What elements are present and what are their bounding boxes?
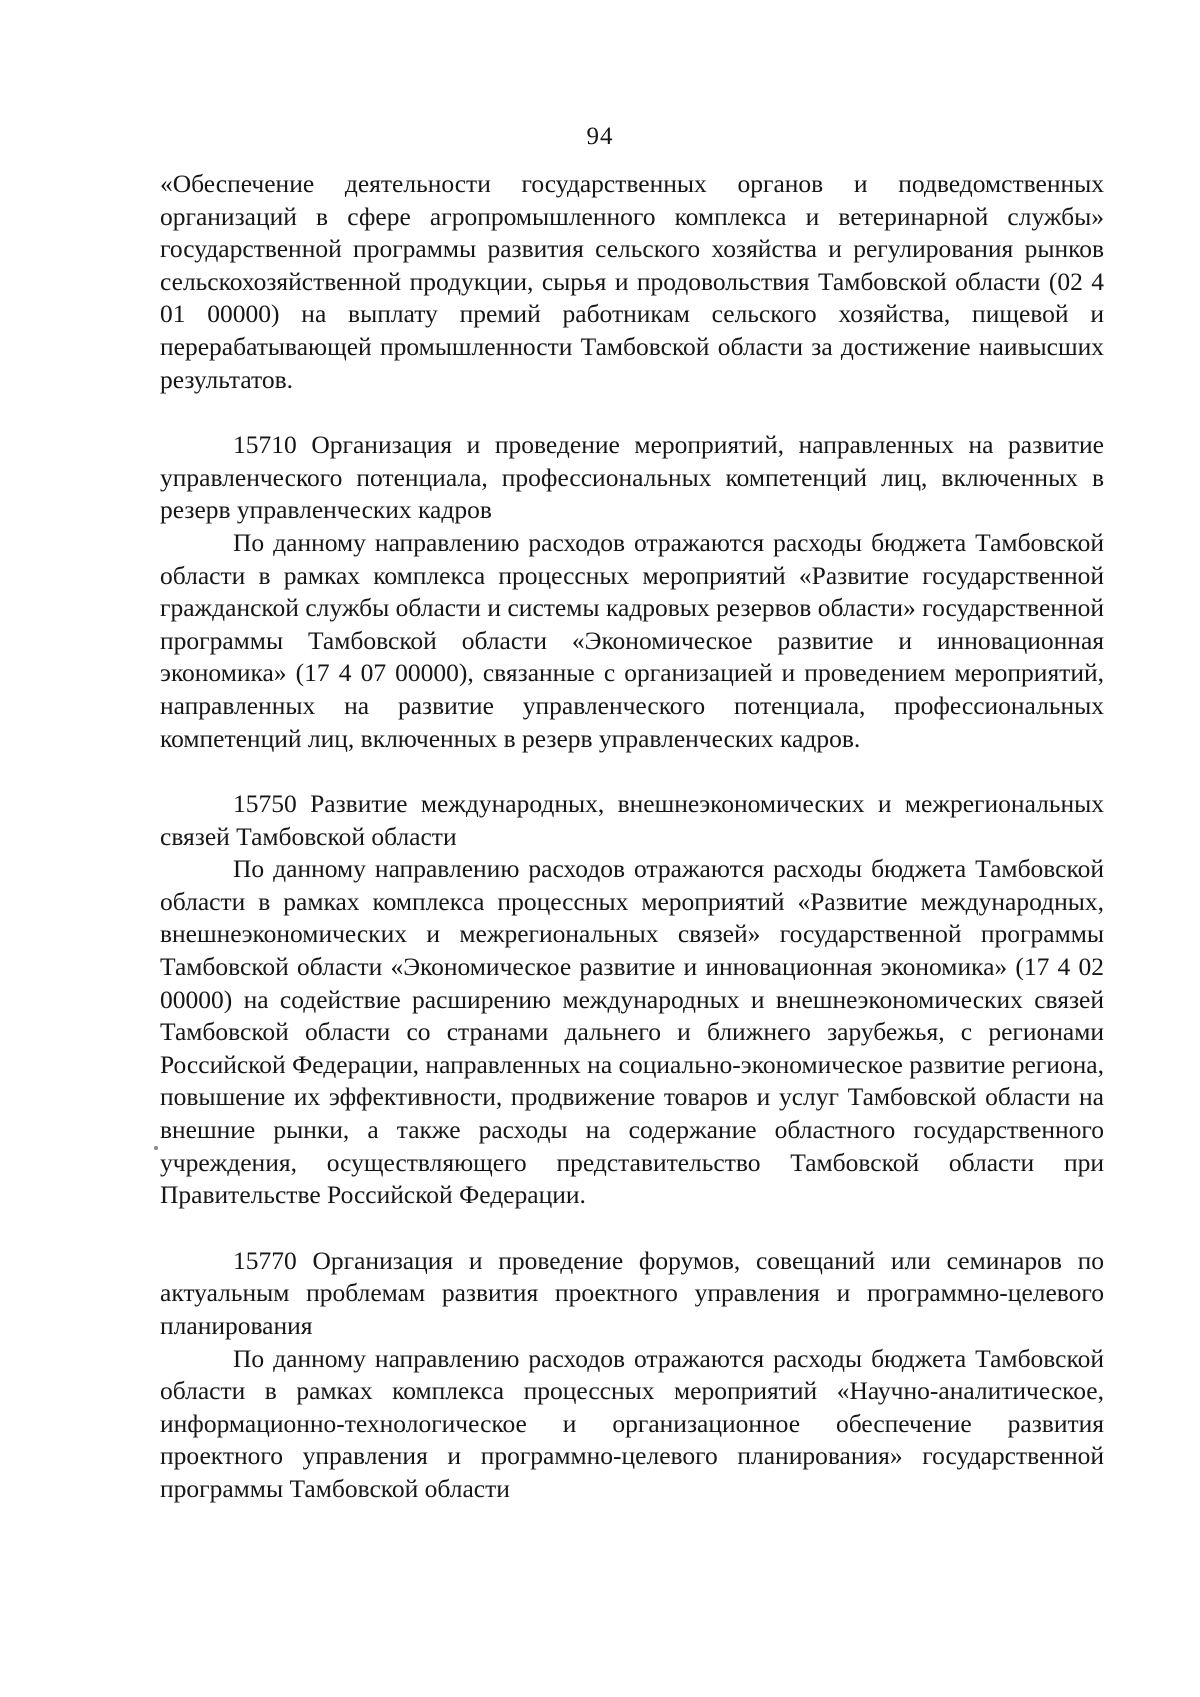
- section-heading-15770: 15770 Организация и проведение форумов, совещаний или семинаров по актуальным проблемам развития проектного управления и программно-целевого планирования: [160, 1245, 1104, 1340]
- section-body-15710: По данному направлению расходов отражаются расходы бюджета Тамбовской области в рамках комплекса процессных мероприятий «Развитие государственной гражданской службы области и системы кадровых резервов области» государственной программы Тамбовской области «Экономическое развитие и инновационная экономика» (17 4 07 00000), связанные с организацией и проведением мероприятий, направленных на развитие управленческого потенциала, профессиональных компетенций лиц, включенных в резерв управленческих кадров.: [160, 527, 1104, 753]
- section-heading-15710: 15710 Организация и проведение мероприятий, направленных на развитие управленческого потенциала, профессиональных компетенций лиц, включенных в резерв управленческих кадров: [160, 430, 1104, 525]
- section-body-15750: По данному направлению расходов отражаются расходы бюджета Тамбовской области в рамках комплекса процессных мероприятий «Развитие международных, внешнеэкономических и межрегиональных связей» государственной программы Тамбовской области «Экономическое развитие и инновационная экономика» (17 4 02 00000) на содействие расширению международных и внешнеэкономических связей Тамбовской области со странами дальнего и ближнего зарубежья, с регионами Российской Федерации, направленных на социально-экономическое развитие региона, повышение их эффективности, продвижение товаров и услуг Тамбовской области на внешние рынки, а также расходы на содержание областного государственного учреждения, осуществляющего представительство Тамбовской области при Правительстве Российской Федерации.: [160, 854, 1104, 1210]
- paragraph-continuation: «Обеспечение деятельности государственных органов и подведомственных организаций в сфере агропромышленного комплекса и ветеринарной службы» государственной программы развития сельского хозяйства и регулирования рынков сельскохозяйственной продукции, сырья и продовольствия Тамбовской области (02 4 01 00000) на выплату премий работникам сельского хозяйства, пищевой и перерабатывающей промышленности Тамбовской области за достижение наивысших результатов.: [160, 169, 1104, 394]
- section-body-15770: По данному направлению расходов отражаются расходы бюджета Тамбовской области в рамках комплекса процессных мероприятий «Научно-аналитическое, информационно-технологическое и организационное обеспечение развития проектного управления и программно-целевого планирования» государственной программы Тамбовской области: [160, 1343, 1104, 1503]
- scan-artifact-dot: [154, 1146, 158, 1150]
- document-body: [160, 168, 1104, 1506]
- page-number: 94: [586, 123, 614, 150]
- section-heading-15750: 15750 Развитие международных, внешнеэкономических и межрегиональных связей Тамбовской области: [160, 789, 1104, 851]
